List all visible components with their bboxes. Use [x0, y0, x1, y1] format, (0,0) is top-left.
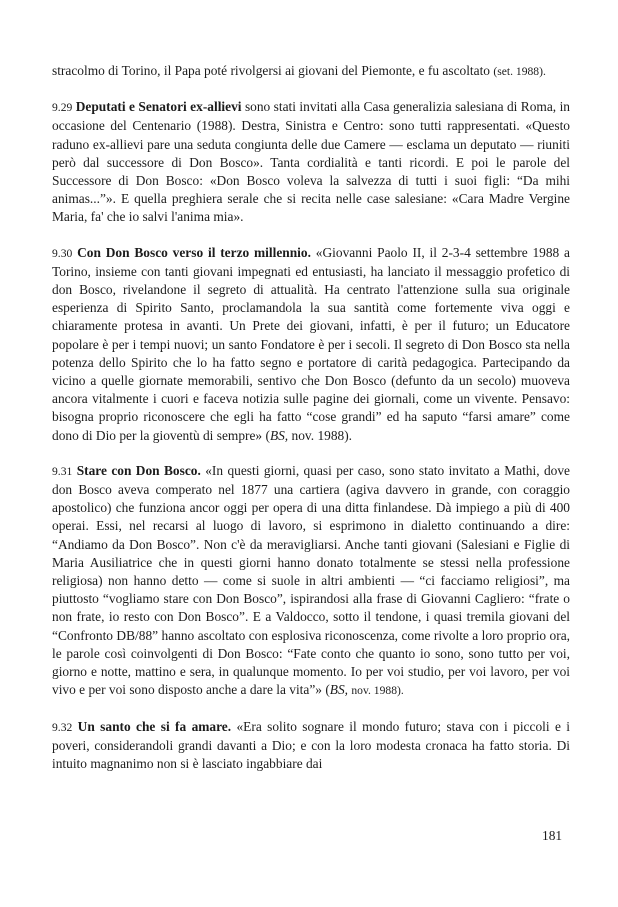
- section-ref-date: nov. 1988).: [351, 684, 404, 698]
- section-body: «Era solito sognare il mondo futuro; stava con i piccoli e i poveri, considerandoli grandi davanti a Dio; e con la loro modesta cronaca ha fatto storia. Di intuito magnanimo non si è lasciato ingabbiare dai: [52, 718, 570, 771]
- section-body: «Giovanni Paolo II, il 2-3-4 settembre 1988 a Torino, insieme con tanti giovani impegnati ed entusiasti, ha lanciato il messaggio profetico di don Bosco, rivelandone il segreto di attualità. Ha centrato l'attenzione sulla sua originale esperienza di Spirito Santo, proclamandola la sua santità come fortemente viva oggi e chiaramente protesa in avanti. Un Prete dei giovani, infatti, è per il futuro; un Educatore popolare è per i tempi nuovi; un santo Fondatore è per i secoli. Il segreto di Don Bosco sta nella potenza dello Spirito che lo ha fatto segno e portatore di carità pedagogica. Partecipando da vicino a quelle giornate memorabili, sentivo che Don Bosco (defunto da un secolo) muoveva ancora vitalmente i cuori e faceva notizia sulle pagine dei giornali, come un vivente. Pensavo: bisogna proprio riconoscere che egli ha fatto “cose grandi” ed ha saputo “farsi amare” come dono di Dio per la gioventù di sempre»: [52, 244, 570, 443]
- section-9-30: 9.30 Con Don Bosco verso il terzo millennio. «Giovanni Paolo II, il 2-3-4 settembre 1988 a Torino, insieme con tanti giovani impegnati ed entusiasti, ha lanciato il messaggio profetico di don Bosco, rivelandone il segreto di attualità. Ha centrato l'attenzione sulla sua originale esperienza di Spirito Santo, proclamandola la sua santità come fortemente viva oggi e chiaramente protesa in avanti. Un Prete dei giovani, infatti, è per il futuro; un Educatore popolare è per i tempi nuovi; un santo Fondatore è per i secoli. Il segreto di Don Bosco sta nella potenza dello Spirito che lo ha fatto segno e portatore di carità pedagogica. Partecipando da vicino a quelle giornate memorabili, sentivo che Don Bosco (defunto da un secolo) muoveva ancora vitalmente i cuori e faceva notizia sulle pagine dei giornali, come un vivente. Pensavo: bisogna proprio riconoscere che egli ha fatto “cose grandi” ed ha saputo “farsi amare” come dono di Dio per la gioventù di sempre» (BS, nov. 1988).: [52, 244, 570, 443]
- section-heading: Stare con Don Bosco.: [76, 462, 201, 478]
- page-number: 181: [542, 828, 563, 843]
- continuation-text: stracolmo di Torino, il Papa poté rivolgersi ai giovani del Piemonte, e fu ascoltato: [52, 63, 491, 78]
- section-body: sono stati invitati alla Casa generalizia salesiana di Roma, in occasione del Centenario (1988). Destra, Sinistra e Centro: sono tutti rappresentati. «Questo raduno ex-allievi pare una seduta congiunta delle due Camere — esclama un deputato — riuniti però dal successore di Don Bosco». Tanta cordialità e tanti ricordi. E poi le parole del Successore di Don Bosco: «Don Bosco voleva la salvezza di tutti i suoi figli: “Da mihi animas...”». E quella preghiera serale che si recita nelle case salesiane: «Cara Madre Vergine Maria, fa' che io salvi l'anima mia».: [52, 99, 570, 225]
- continuation-ref: (set. 1988).: [493, 65, 546, 78]
- section-number: 9.29: [52, 101, 73, 115]
- section-heading: Deputati e Senatori ex-allievi: [75, 99, 242, 115]
- section-ref-source: BS,: [269, 427, 289, 443]
- section-9-32: [52, 718, 570, 774]
- section-number: 9.32: [52, 720, 73, 734]
- continuation-paragraph: [52, 62, 570, 81]
- section-number: 9.30: [52, 246, 73, 260]
- section-9-29: [52, 98, 570, 226]
- page-body: [52, 62, 570, 790]
- section-heading: Un santo che si fa amare.: [77, 718, 232, 734]
- section-body: «In questi giorni, quasi per caso, sono stato invitato a Mathi, dove don Bosco aveva comperato nel 1877 una cartiera (agiva davvero in grande, con coraggio apostolico) che funziona ancor oggi per opera di una ditta finlandese. Dà impiego a più di 400 operai. Essi, nel recarsi al luogo di lavoro, si esprimono in dialetto continuando a dire: “Andiamo da Don Bosco”. Non c'è da meravigliarsi. Anche tanti giovani (Salesiani e Figlie di Maria Ausiliatrice che in questi giorni hanno donato totalmente se stessi nella professione religiosa) non hanno detto — come si suole in altri ambienti — “ci facciamo religiosi”, ma piuttosto “vogliamo stare con Don Bosco”, ispirandosi alla frase di Giovanni Cagliero: “frate o non frate, io resto con Don Bosco”. E a Valdocco, sotto il tendone, i quasi tremila giovani del “Confronto DB/88” hanno ascoltato con esplosiva riconoscenza, come rivolte a loro proprio ora, le parole così coinvolgenti di Don Bosco: “Fate conto che quanto io sono, sono tutto per voi, giorno e notte, mattino e sera, in qualunque momento. Io per voi studio, per voi lavoro, per voi vivo e per voi sono disposto anche a dare la vita”»: [52, 462, 570, 698]
- section-ref-source: BS,: [329, 682, 349, 698]
- section-heading: Con Don Bosco verso il terzo millennio.: [77, 244, 311, 260]
- section-9-31: 9.31 Stare con Don Bosco. «In questi giorni, quasi per caso, sono stato invitato a Mathi, dove don Bosco aveva comperato nel 1877 una cartiera (agiva davvero in grande, con coraggio apostolico) che funziona ancor oggi per opera di una ditta finlandese. Dà impiego a più di 400 operai. Essi, nel recarsi al luogo di lavoro, si esprimono in dialetto continuando a dire: “Andiamo da Don Bosco”. Non c'è da meravigliarsi. Anche tanti giovani (Salesiani e Figlie di Maria Ausiliatrice che in questi giorni hanno donato totalmente se stessi nella professione religiosa) non hanno detto — come si suole in altri ambienti — “ci facciamo religiosi”, ma piuttosto “vogliamo stare con Don Bosco”, ispirandosi alla frase di Giovanni Cagliero: “frate o non frate, io resto con Don Bosco”. E a Valdocco, sotto il tendone, i quasi tremila giovani del “Confronto DB/88” hanno ascoltato con esplosiva riconoscenza, come rivolte a loro proprio ora, le parole così coinvolgenti di Don Bosco: “Fate conto che quanto io sono, sono tutto per voi, giorno e notte, mattino e sera, in qualunque momento. Io per voi studio, per voi lavoro, per voi vivo e per voi sono disposto anche a dare la vita”» (BS, nov. 1988).: [52, 462, 570, 698]
- section-ref-date: nov. 1988).: [291, 427, 353, 443]
- section-number: 9.31: [52, 464, 73, 478]
